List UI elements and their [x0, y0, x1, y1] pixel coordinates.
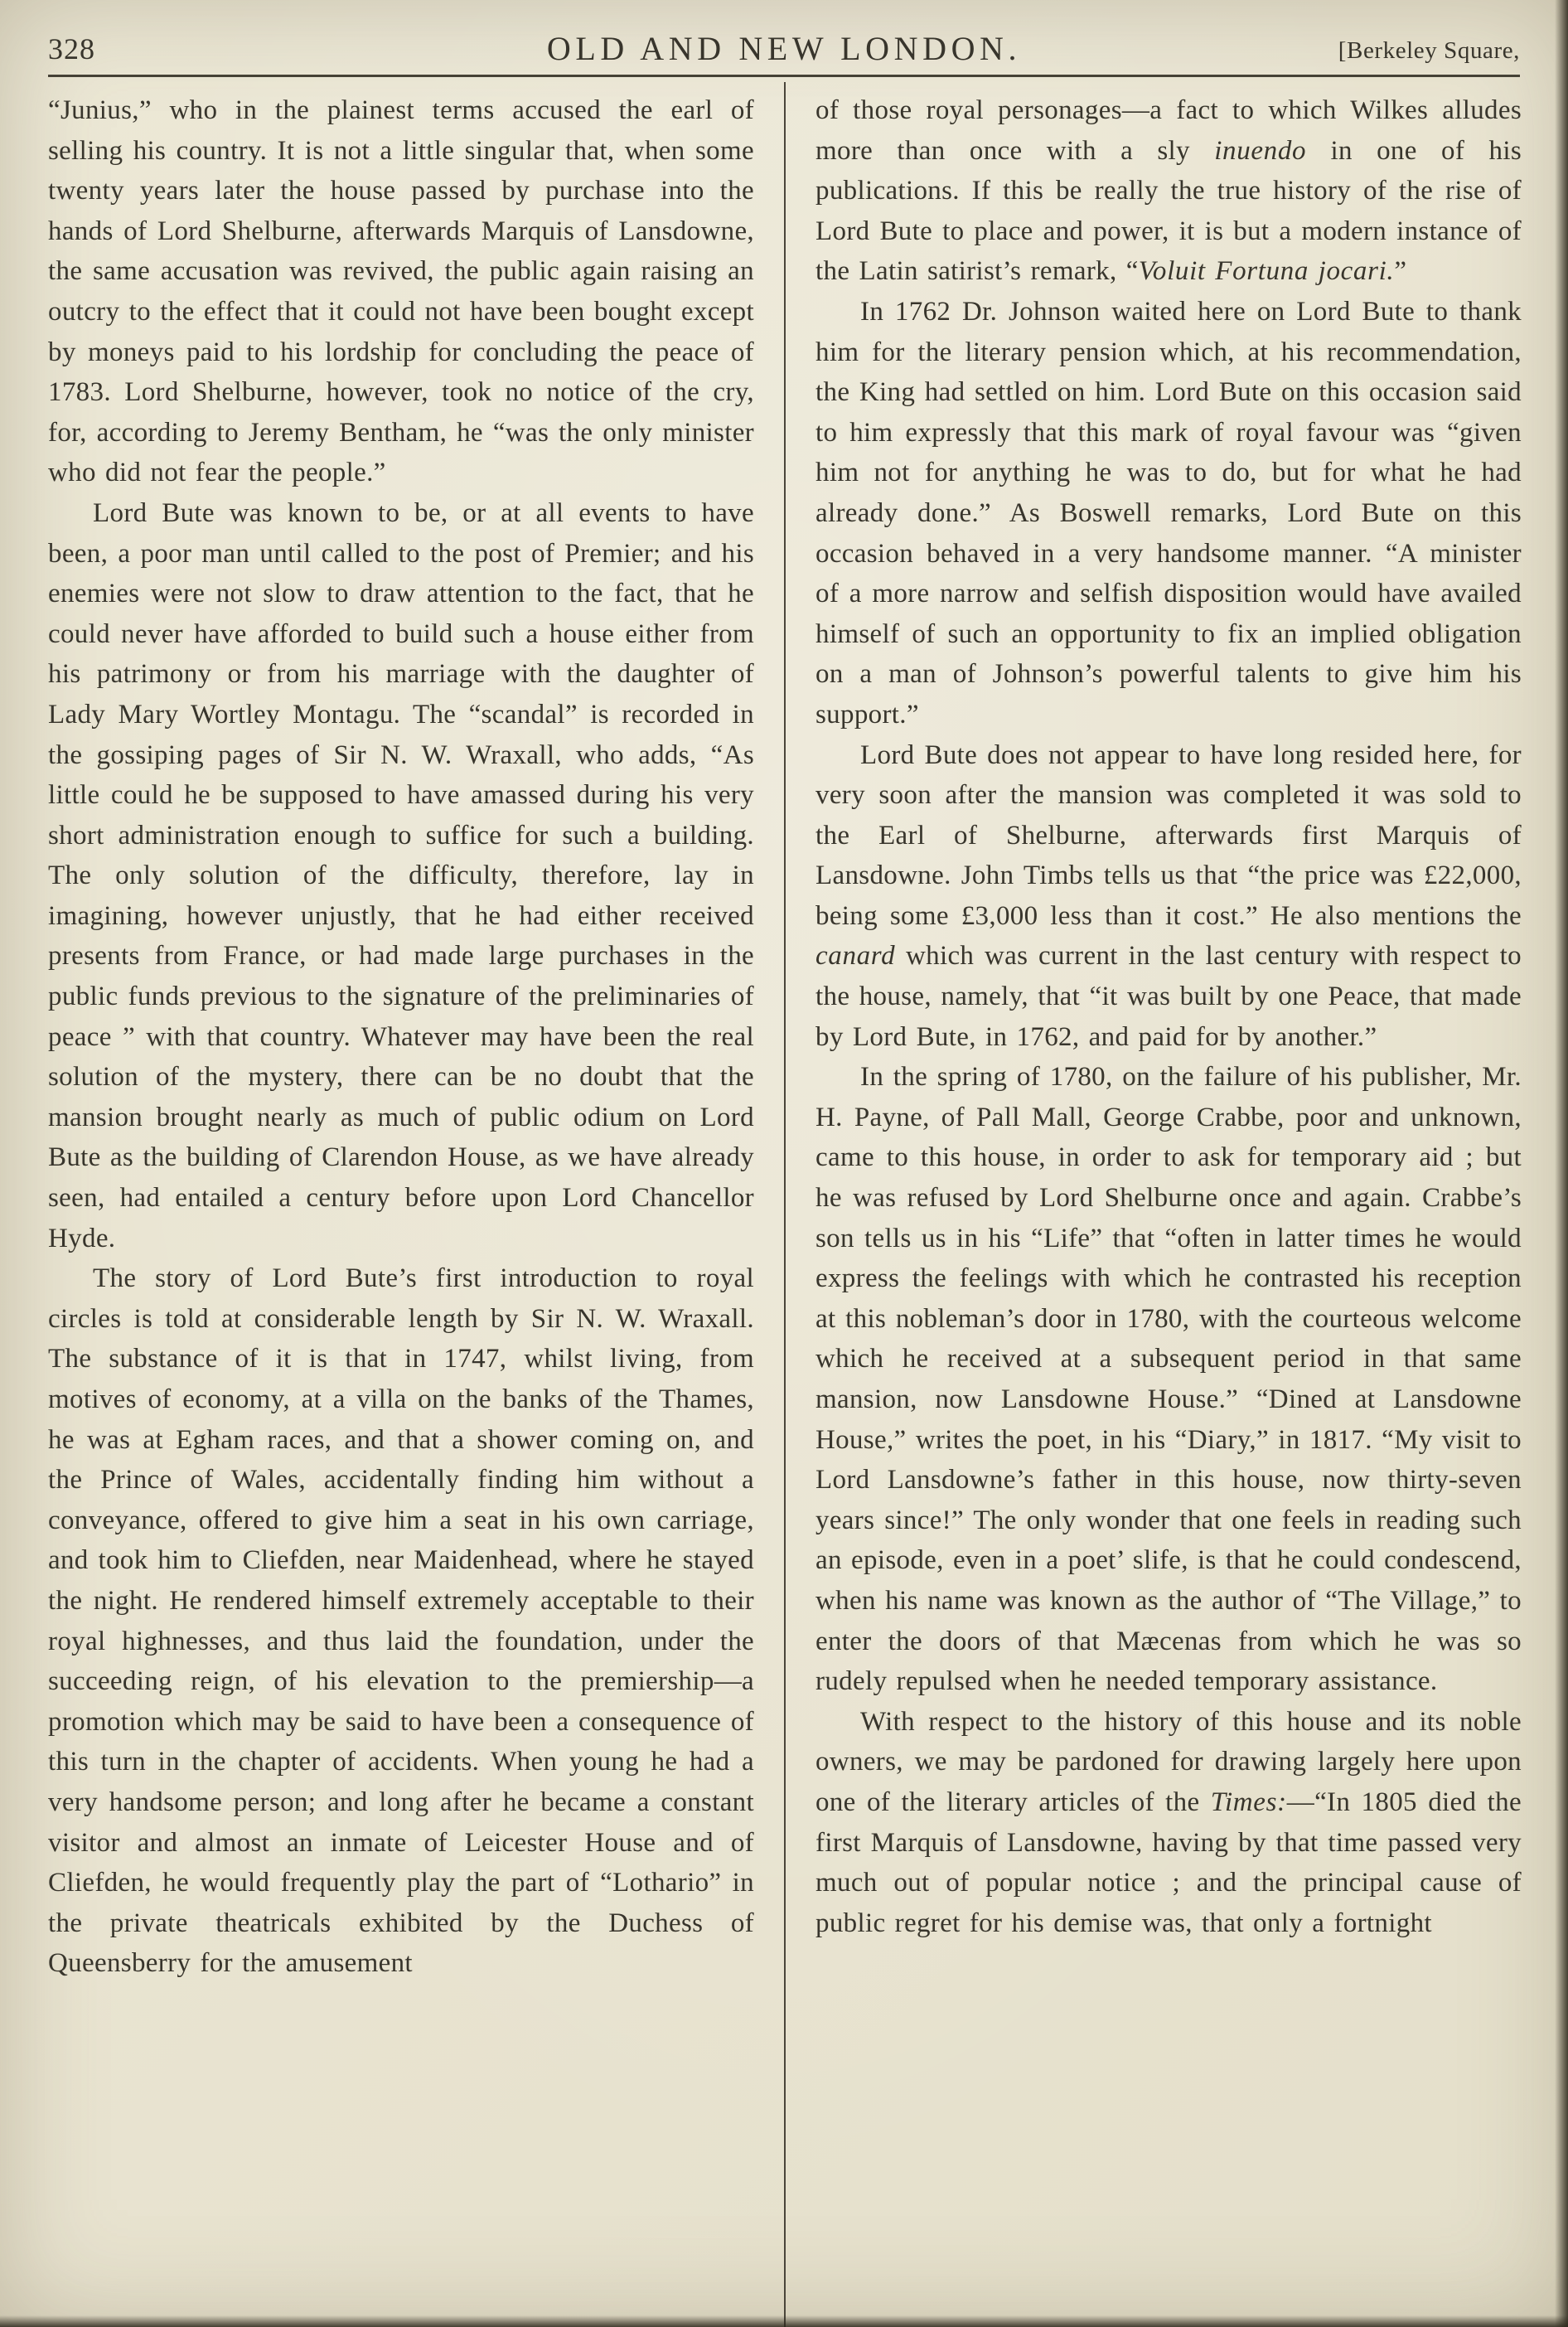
paragraph: The story of Lord Bute’s first introduction to royal circles is told at considerable length by Sir N. W. Wraxall. The substance of it is that in 1747, whilst living, from motives of economy, at a villa on the banks of the Thames, he was at Egham races, and that a shower coming on, and the Prince of Wales, accidentally finding him without a conveyance, offered to give him a seat in his own carriage, and took him to Cliefden, near Maidenhead, where he stayed the night. He rendered himself extremely acceptable to their royal highnesses, and thus laid the foundation, under the succeeding reign, of his elevation to the premiership—a promotion which may be said to have been a consequence of this turn in the chapter of accidents. When young he had a very handsome person; and long after he became a constant visitor and almost an inmate of Leicester House and of Cliefden, he would frequently play the part of “Lothario” in the private theatricals exhibited by the Duchess of Queensberry for the amusement: [48, 1263, 754, 1979]
paragraph: “Junius,” who in the plainest terms accused the earl of selling his country. It is not a little singular that, when some twenty years later the house passed by purchase into the hands of Lord Shelburne, afterwards Marquis of Lansdowne, the same accusation was revived, the public again raising an outcry to the effect that it could not have been bought except by moneys paid to his lordship for concluding the peace of 1783. Lord Shelburne, however, took no notice of the cry, for, according to Jeremy Bentham, he “was the only minister who did not fear the people.”: [48, 95, 754, 488]
paragraph: Lord Bute does not appear to have long resided here, for very soon after the mansion was completed it was sold to the Earl of Shelburne, afterwards first Marquis of Lansdowne. John Timbs tells us that “the price was £22,000, being some £3,000 less than it cost.” He also mentions the canard which was current in the last century with respect to the house, namely, that “it was built by one Peace, that made by Lord Bute, in 1762, and paid for by another.”: [815, 739, 1522, 1052]
page-header: [48, 15, 1520, 75]
paragraph: of those royal personages—a fact to which Wilkes alludes more than once with a sly inuendo in one of his publications. If this be really the true history of the rise of Lord Bute to place and power, it is but a modern instance of the Latin satirist’s remark, “Voluit Fortuna jocari.”: [815, 95, 1522, 287]
page-number: 328: [48, 32, 95, 65]
column-divider: [784, 82, 786, 2327]
paragraph: With respect to the history of this house and its noble owners, we may be pardoned for drawing largely here upon one of the literary articles of the Times:—“In 1805 died the first Marquis of Lansdowne, having by that time passed very much out of popular notice ; and the principal cause of public regret for his demise was, that only a fortnight: [815, 1706, 1522, 1938]
left-column: [41, 82, 784, 1984]
text-columns: [41, 82, 1527, 1984]
running-head-right: [Berkeley Square,: [1338, 37, 1520, 64]
paragraph: In 1762 Dr. Johnson waited here on Lord Bute to thank him for the literary pension which, at his recommendation, the King had settled on him. Lord Bute on this occasion said to him expressly that this mark of royal favour was “given him not for anything he was to do, but for what he had already done.” As Boswell remarks, Lord Bute on this occasion behaved in a very handsome manner. “A minister of a more narrow and selfish disposition would have availed himself of such an opportunity to fix an implied obligation on a man of Johnson’s powerful talents to give him his support.”: [815, 296, 1522, 730]
paragraph: In the spring of 1780, on the failure of his publisher, Mr. H. Payne, of Pall Mall, George Crabbe, poor and unknown, came to this house, in order to ask for temporary aid ; but he was refused by Lord Shelburne once and again. Crabbe’s son tells us in his “Life” that “often in latter times he would express the feelings with which he contrasted his reception at this nobleman’s door in 1780, with the courteous welcome which he received at a subsequent period in that same mansion, now Lansdowne House.” “Dined at Lansdowne House,” writes the poet, in his “Diary,” in 1817. “My visit to Lord Lansdowne’s father in this house, now thirty-seven years since!” The only wonder that one feels in reading such an episode, even in a poet’ slife, is that he could condescend, when his name was known as the author of “The Village,” to enter the doors of that Mæcenas from which he was so rudely repulsed when he needed temporary assistance.: [815, 1062, 1522, 1697]
header-rule: [48, 75, 1520, 77]
right-column: [784, 82, 1527, 1984]
page-title: OLD AND NEW LONDON.: [546, 30, 1022, 67]
scan-edge-right: [1555, 0, 1568, 2327]
paragraph: Lord Bute was known to be, or at all events to have been, a poor man until called to the post of Premier; and his enemies were not slow to draw attention to the fact, that he could never have afforded to build such a house either from his patrimony or from his marriage with the daughter of Lady Mary Wortley Montagu. The “scandal” is recorded in the gossiping pages of Sir N. W. Wraxall, who adds, “As little could he be supposed to have amassed during his very short administration enough to suffice for such a building. The only solution of the difficulty, therefore, lay in imagining, however unjustly, that he had either received presents from France, or had made large purchases in the public funds previous to the signature of the preliminaries of peace ” with that country. Whatever may have been the real solution of the mystery, there can be no doubt that the mansion brought nearly as much of public odium on Lord Bute as the building of Clarendon House, as we have already seen, had entailed a century before upon Lord Chancellor Hyde.: [48, 497, 754, 1253]
